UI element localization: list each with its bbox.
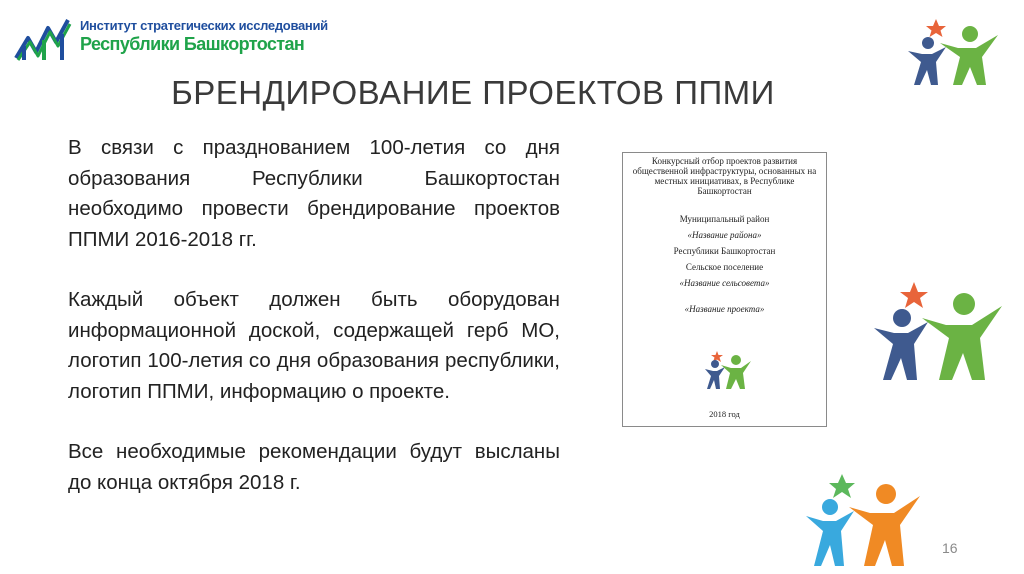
document-district-name: «Название района» [687,230,762,240]
document-settlement-name: «Название сельсовета» [679,278,770,288]
document-preview [622,152,827,427]
document-rural-settlement: Сельское поселение [685,262,764,272]
logo-line-1: Институт стратегических исследований [80,18,328,33]
paragraph-2: Каждый объект должен быть оборудован информационной доской, содержащей герб МО, логотип 100-летия со дня образования республики, логотип ППМИ, информацию о проекте. [68,288,560,403]
document-municipal-district: Муниципальный район [679,214,770,224]
people-logo-icon [906,17,1000,87]
people-logo-icon [804,472,922,568]
document-project-name: «Название проекта» [684,304,765,314]
document-year: 2018 год [709,409,740,419]
document-header: Конкурсный отбор проектов развития общественной инфраструктуры, основанных на местных инициативах, в Республике Башкортостан [632,156,817,196]
page-number: 16 [942,540,958,556]
chart-logo-icon [14,16,74,62]
document-republic: Республики Башкортостан [673,246,776,256]
logo-line-2: Республики Башкортостан [80,34,305,54]
people-logo-icon [872,280,1004,382]
body-text [68,133,560,528]
paragraph-3: Все необходимые рекомендации будут высланы до конца октября 2018 г. [68,440,560,494]
people-logo-icon [703,349,753,391]
institute-logo [14,14,328,64]
paragraph-1: В связи с празднованием 100-летия со дня образования Республики Башкортостан необходимо провести брендирование проектов ППМИ 2016-2018 гг. [68,136,560,251]
slide-title: БРЕНДИРОВАНИЕ ПРОЕКТОВ ППМИ [171,74,775,111]
